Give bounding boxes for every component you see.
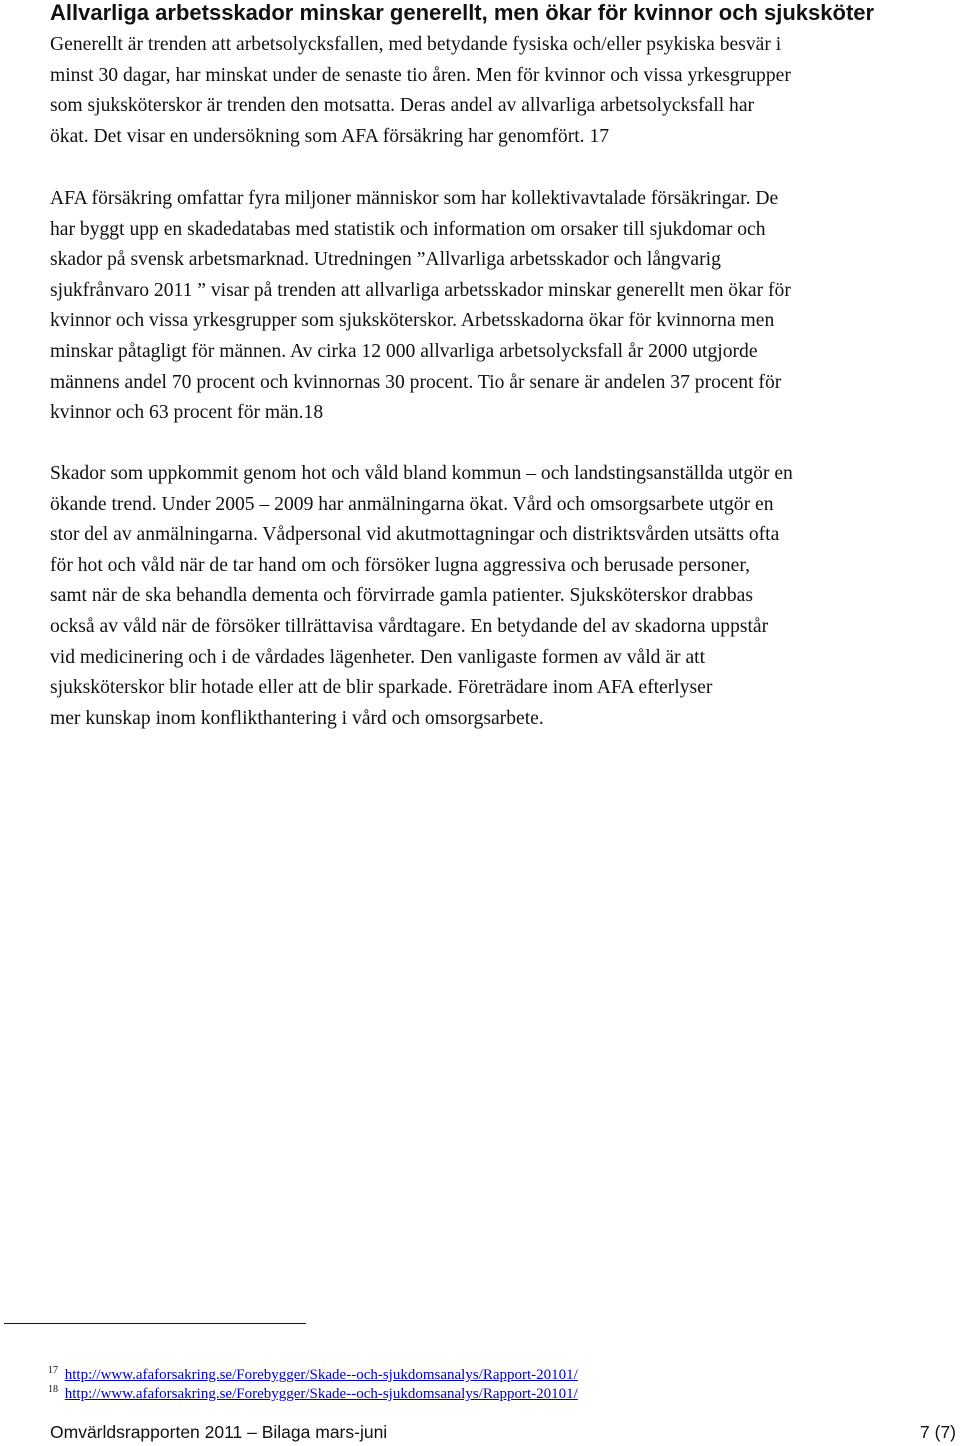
paragraph-line: ökande trend. Under 2005 – 2009 har anmälningarna ökat. Vård och omsorgsarbete utgör en [50,493,774,515]
paragraph-line: AFA försäkring omfattar fyra miljoner människor som har kollektivavtalade försäkringar. De [50,188,779,209]
paragraph-line: männens andel 70 procent och kvinnornas 30 procent. Tio år senare är andelen 37 procent för [50,371,782,393]
paragraph-line: mer kunskap inom konflikthantering i vård och omsorgsarbete. [50,707,544,729]
page-footer [50,1421,960,1443]
paragraph-2 [50,184,930,429]
paragraph-line: Skador som uppkommit genom hot och våld bland kommun – och landstingsanställda utgör en [50,463,793,484]
paragraph-1 [50,30,930,152]
page-number: 7 (7) [920,1422,956,1442]
section-heading: Allvarliga arbetsskador minskar generellt, men ökar för kvinnor och sjuksköter [50,0,875,25]
footnote-number: 17 [48,1365,58,1376]
paragraph-line: samt när de ska behandla dementa och förvirrade gamla patienter. Sjuksköterskor drabbas [50,585,753,607]
paragraph-line: sjukfrånvaro 2011 ” visar på trenden att allvarliga arbetsskador minskar generellt men ökar för [50,279,791,301]
footnote-divider [4,1323,306,1324]
paragraph-line: har byggt upp en skadedatabas med statistik och information om orsaker till sjukdomar och [50,218,766,240]
paragraph-line: sjuksköterskor blir hotade eller att de blir sparkade. Företrädare inom AFA efterlyser [50,677,713,699]
footnote-link[interactable]: http://www.afaforsakring.se/Forebygger/Skade--och-sjukdomsanalys/Rapport-20101/ [64,1367,578,1383]
paragraph-line: kvinnor och 63 procent för män.18 [50,402,324,424]
paragraph-line: ökat. Det visar en undersökning som AFA försäkring har genomfört. 17 [50,125,610,147]
paragraph-line: också av våld när de försöker tillrättavisa vårdtagare. En betydande del av skadorna uppstår [50,615,769,637]
footer-title: Omvärldsrapporten 2011 – Bilaga mars-juni [50,1422,388,1442]
paragraph-line: för hot och våld när de tar hand om och försöker lugna aggressiva och berusade personer, [50,554,750,576]
footnote-18 [48,1381,578,1403]
paragraph-line: vid medicinering och i de vårdades lägenheter. Den vanligaste formen av våld är att [50,646,706,668]
footnote-number: 18 [48,1384,58,1395]
paragraph-line: som sjuksköterskor är trenden den motsatta. Deras andel av allvarliga arbetsolycksfall har [50,95,755,117]
paragraph-line: stor del av anmälningarna. Vådpersonal vid akutmottagningar och distriktsvården utsätts ofta [50,524,780,546]
paragraph-line: kvinnor och vissa yrkesgrupper som sjuksköterskor. Arbetsskadorna ökar för kvinnorna men [50,310,775,332]
paragraph-3 [50,459,930,734]
footnote-link[interactable]: http://www.afaforsakring.se/Forebygger/Skade--och-sjukdomsanalys/Rapport-20101/ [64,1386,578,1402]
paragraph-line: minskar påtagligt för männen. Av cirka 12 000 allvarliga arbetsolycksfall år 2000 utgjorde [50,340,758,362]
paragraph-line: minst 30 dagar, har minskat under de senaste tio åren. Men för kvinnor och vissa yrkesgrupper [50,64,791,86]
paragraph-line: skador på svensk arbetsmarknad. Utredningen ”Allvarliga arbetsskador och långvarig [50,249,721,271]
paragraph-line: Generellt är trenden att arbetsolycksfallen, med betydande fysiska och/eller psykiska besvär i [50,34,782,55]
